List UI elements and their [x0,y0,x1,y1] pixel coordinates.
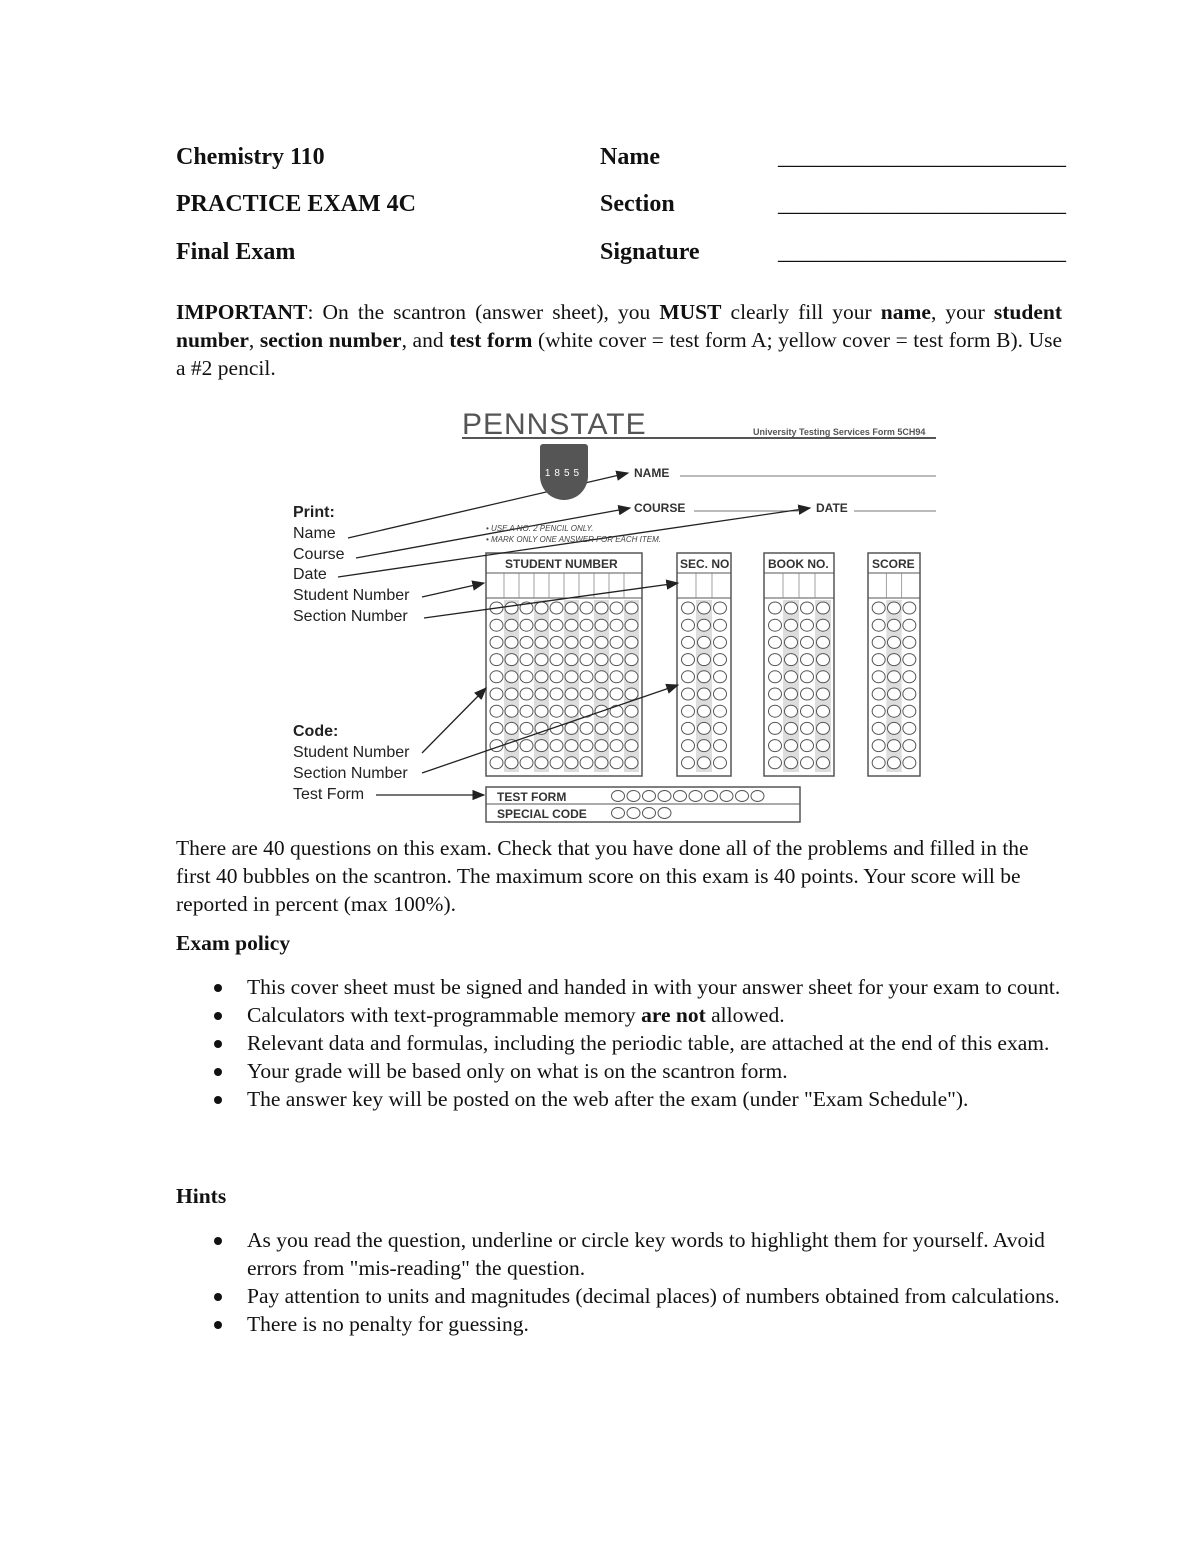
important-text: (white cover = test form A; yellow cover = test form B). Use a #2 pencil. [176,328,1063,380]
note-pencil: • USE A NO. 2 PENCIL ONLY. [486,524,594,533]
book-number-grid [764,553,834,776]
answer-bubble [610,722,623,734]
answer-bubble [785,722,798,734]
answer-bubble [505,705,518,717]
answer-bubble [785,636,798,648]
answer-bubble [520,619,533,631]
answer-bubble [505,602,518,614]
answer-bubble [714,602,727,614]
answer-bubble [698,757,711,769]
answer-bubble [610,757,623,769]
exam-title: PRACTICE EXAM 4C [176,191,416,217]
answer-bubble [505,671,518,683]
answer-bubble [520,740,533,752]
answer-bubble [550,602,563,614]
answer-bubble [490,619,503,631]
answer-bubble [888,654,901,666]
answer-bubble [625,636,638,648]
answer-bubble [888,722,901,734]
answer-bubble [682,654,695,666]
name-label: Name [600,144,660,170]
print-item-course: Course [293,546,345,563]
hint-item [176,1282,1066,1310]
answer-bubble [550,671,563,683]
answer-bubble [888,757,901,769]
important-student-number: student number [176,300,1062,352]
answer-bubble [714,671,727,683]
hint-item [176,1310,1066,1338]
answer-bubble [872,740,885,752]
answer-bubble [565,636,578,648]
field-name-label: NAME [634,466,670,480]
answer-bubble [903,740,916,752]
answer-bubble [535,602,548,614]
answer-bubble [682,636,695,648]
answer-bubble [817,671,830,683]
important-label: IMPORTANT [176,300,308,324]
student-number-box-label: STUDENT NUMBER [505,557,618,571]
policy-item [176,1001,1066,1029]
exam-type: Final Exam [176,239,296,265]
policy-item-text: Calculators with text-programmable memory [247,1003,642,1027]
code-item-section-number: Section Number [293,765,408,782]
answer-bubble [610,688,623,700]
answer-bubble [872,602,885,614]
bullet-icon [214,1040,222,1048]
header-row-3 [176,239,1096,273]
answer-bubble [505,654,518,666]
score-grid [868,553,920,776]
answer-bubble [888,619,901,631]
answer-bubble [698,688,711,700]
answer-bubble [903,654,916,666]
answer-bubble [490,722,503,734]
answer-bubble [903,722,916,734]
answer-bubble [682,705,695,717]
bullet-icon [214,1012,222,1020]
answer-bubble [801,636,814,648]
policy-item-text: Relevant data and formulas, including the periodic table, are attached at the end of this exam. [247,1031,1050,1055]
answer-bubble [785,757,798,769]
answer-bubble [903,705,916,717]
answer-bubble [580,740,593,752]
book-no-box-label: BOOK NO. [768,557,829,571]
answer-bubble [872,619,885,631]
answer-bubble [769,705,782,717]
field-course-label: COURSE [634,501,686,515]
answer-bubble [817,602,830,614]
answer-bubble [595,671,608,683]
answer-bubble [785,671,798,683]
answer-bubble [490,654,503,666]
answer-bubble [595,602,608,614]
answer-bubble [535,740,548,752]
answer-bubble [520,722,533,734]
answer-bubble [520,671,533,683]
form-title: University Testing Services Form 5CH94 [753,427,926,437]
answer-bubble [888,740,901,752]
answer-bubble [888,688,901,700]
arrow-code-student [422,688,486,753]
answer-bubble [595,654,608,666]
test-form-bubble [689,791,702,802]
answer-bubble [505,757,518,769]
answer-bubble [535,705,548,717]
answer-bubble [610,740,623,752]
answer-bubble [682,688,695,700]
code-heading: Code: [293,723,339,740]
answer-bubble [698,602,711,614]
answer-bubble [535,688,548,700]
test-form-bubble [720,791,733,802]
answer-bubble [520,688,533,700]
bullet-icon [214,1237,222,1245]
policy-item-text: allowed. [705,1003,785,1027]
answer-bubble [565,740,578,752]
answer-bubble [610,671,623,683]
answer-bubble [580,619,593,631]
answer-bubble [535,671,548,683]
test-form-bubble [612,791,625,802]
answer-bubble [872,757,885,769]
answer-bubble [595,722,608,734]
special-code-bubble [643,808,656,819]
answer-bubble [505,740,518,752]
answer-bubble [903,602,916,614]
print-heading: Print: [293,504,335,521]
answer-bubble [505,619,518,631]
answer-bubble [801,688,814,700]
answer-bubble [490,688,503,700]
answer-bubble [903,619,916,631]
signature-label: Signature [600,239,700,265]
policy-item-bold: are not [641,1003,706,1027]
answer-bubble [888,602,901,614]
answer-bubble [801,757,814,769]
seal-year: 1855 [544,468,584,479]
answer-bubble [625,602,638,614]
important-must: MUST [659,300,722,324]
test-form-bubble [736,791,749,802]
answer-bubble [698,619,711,631]
test-form-bubble [627,791,640,802]
answer-bubble [682,619,695,631]
answer-bubble [610,602,623,614]
answer-bubble [565,619,578,631]
answer-bubble [625,705,638,717]
answer-bubble [682,757,695,769]
code-item-test-form: Test Form [293,786,365,803]
print-item-student-number: Student Number [293,587,410,604]
bullet-icon [214,1293,222,1301]
section-number-grid [677,553,731,776]
answer-bubble [769,722,782,734]
answer-bubble [550,688,563,700]
answer-bubble [580,654,593,666]
answer-bubble [903,688,916,700]
answer-bubble [698,722,711,734]
answer-bubble [872,654,885,666]
answer-bubble [550,619,563,631]
section-blank[interactable]: ________________________ [778,191,1066,217]
answer-bubble [565,722,578,734]
answer-bubble [565,602,578,614]
bullet-icon [214,1096,222,1104]
answer-bubble [580,602,593,614]
important-text: : On the scantron (answer sheet), you [307,300,660,324]
answer-bubble [801,602,814,614]
policy-item-text: The answer key will be posted on the web after the exam (under "Exam Schedule"). [247,1087,969,1111]
answer-bubble [698,671,711,683]
answer-bubble [903,671,916,683]
answer-bubble [698,705,711,717]
answer-bubble [580,757,593,769]
answer-bubble [817,619,830,631]
name-blank[interactable]: ________________________ [778,144,1066,170]
answer-bubble [580,636,593,648]
pennstate-logo: PENNSTATE [462,408,647,441]
answer-bubble [769,654,782,666]
answer-bubble [714,654,727,666]
answer-bubble [595,619,608,631]
answer-bubble [565,654,578,666]
policy-item-text: Your grade will be based only on what is on the scantron form. [247,1059,788,1083]
answer-bubble [580,688,593,700]
test-form-bubble [643,791,656,802]
answer-bubble [785,619,798,631]
answer-bubble [550,705,563,717]
answer-bubble [769,636,782,648]
policy-item-text: This cover sheet must be signed and handed in with your answer sheet for your exam to count. [247,975,1061,999]
answer-bubble [625,740,638,752]
answer-bubble [903,636,916,648]
answer-bubble [872,636,885,648]
answer-bubble [565,757,578,769]
test-form-bubble [751,791,764,802]
answer-bubble [535,757,548,769]
hint-item-text: As you read the question, underline or circle key words to highlight them for yourself. Avoid errors from "mis-reading" the question. [247,1228,1045,1280]
answer-bubble [872,671,885,683]
answer-bubble [505,722,518,734]
answer-bubble [565,705,578,717]
answer-bubble [714,722,727,734]
important-text: clearly fill your [721,300,881,324]
answer-bubble [817,705,830,717]
answer-bubble [682,671,695,683]
answer-bubble [535,619,548,631]
answer-bubble [785,705,798,717]
answer-bubble [625,688,638,700]
header-row-2 [176,191,1096,225]
policy-item [176,1029,1066,1057]
print-item-section-number: Section Number [293,608,408,625]
special-code-bubble [627,808,640,819]
answer-bubble [625,722,638,734]
answer-bubble [801,705,814,717]
answer-bubble [610,619,623,631]
score-box-label: SCORE [872,557,915,571]
answer-bubble [682,740,695,752]
answer-bubble [801,654,814,666]
course-title: Chemistry 110 [176,144,325,170]
answer-bubble [565,671,578,683]
exam-policy-list [176,973,1066,1113]
answer-bubble [817,636,830,648]
answer-bubble [785,654,798,666]
field-date-label: DATE [816,501,848,515]
header-row-1 [176,144,1096,178]
policy-item [176,1085,1066,1113]
answer-bubble [817,757,830,769]
answer-bubble [520,654,533,666]
answer-bubble [610,636,623,648]
answer-bubble [714,636,727,648]
hint-item-text: There is no penalty for guessing. [247,1312,529,1336]
intro-paragraph: There are 40 questions on this exam. Check that you have done all of the problems and filled in the first 40 bubbles on the scantron. The maximum score on this exam is 40 points. Your score will be reported in percent (max 100%). [176,836,1029,916]
answer-bubble [888,671,901,683]
answer-bubble [550,636,563,648]
special-code-bubble [658,808,671,819]
answer-bubble [872,705,885,717]
answer-bubble [817,722,830,734]
answer-bubble [801,619,814,631]
answer-bubble [714,619,727,631]
bullet-icon [214,1321,222,1329]
answer-bubble [535,654,548,666]
answer-bubble [769,757,782,769]
bullet-icon [214,984,222,992]
answer-bubble [801,671,814,683]
answer-bubble [817,740,830,752]
answer-bubble [714,757,727,769]
policy-item [176,1057,1066,1085]
answer-bubble [682,722,695,734]
answer-bubble [610,654,623,666]
arrow-student-number [422,583,484,597]
answer-bubble [769,740,782,752]
answer-bubble [595,757,608,769]
arrow-course [356,508,630,558]
section-label: Section [600,191,675,217]
hint-item [176,1226,1066,1282]
important-paragraph [176,298,1062,382]
answer-bubble [490,636,503,648]
answer-bubble [817,688,830,700]
answer-bubble [505,688,518,700]
answer-bubble [714,688,727,700]
answer-bubble [714,740,727,752]
answer-bubble [872,722,885,734]
answer-bubble [682,602,695,614]
answer-bubble [595,636,608,648]
important-text: , [248,328,260,352]
test-form-label: TEST FORM [497,790,567,804]
hints-heading: Hints [176,1184,227,1208]
answer-bubble [769,688,782,700]
answer-bubble [888,636,901,648]
answer-bubble [610,705,623,717]
sec-no-box-label: SEC. NO [680,557,730,571]
answer-bubble [595,688,608,700]
answer-bubble [625,654,638,666]
print-item-date: Date [293,566,327,583]
answer-bubble [625,619,638,631]
print-item-name: Name [293,525,336,542]
answer-bubble [769,602,782,614]
answer-bubble [872,688,885,700]
answer-bubble [785,602,798,614]
answer-bubble [580,671,593,683]
exam-policy-heading: Exam policy [176,931,291,955]
code-item-student-number: Student Number [293,744,410,761]
important-text: , your [930,300,994,324]
answer-bubble [580,722,593,734]
answer-bubble [565,688,578,700]
answer-bubble [698,654,711,666]
important-name: name [880,300,931,324]
bullet-icon [214,1068,222,1076]
answer-bubble [769,671,782,683]
answer-bubble [888,705,901,717]
answer-bubble [817,654,830,666]
answer-bubble [550,740,563,752]
test-form-bubble [705,791,718,802]
answer-bubble [490,705,503,717]
hint-item-text: Pay attention to units and magnitudes (decimal places) of numbers obtained from calculations. [247,1284,1060,1308]
hints-list [176,1226,1066,1338]
answer-bubble [550,654,563,666]
answer-bubble [505,636,518,648]
scantron-diagram [288,400,948,828]
answer-bubble [769,619,782,631]
answer-bubble [801,740,814,752]
answer-bubble [625,671,638,683]
answer-bubble [490,757,503,769]
answer-bubble [535,636,548,648]
answer-bubble [520,757,533,769]
answer-bubble [785,688,798,700]
answer-bubble [801,722,814,734]
answer-bubble [490,671,503,683]
answer-bubble [698,740,711,752]
answer-bubble [520,636,533,648]
answer-bubble [520,705,533,717]
note-one-answer: • MARK ONLY ONE ANSWER FOR EACH ITEM. [486,535,661,544]
answer-bubble [785,740,798,752]
signature-blank[interactable]: ________________________ [778,239,1066,265]
test-form-bubble [674,791,687,802]
answer-bubble [714,705,727,717]
important-text: , and [401,328,450,352]
answer-bubble [595,740,608,752]
bubble-boxes [486,553,920,776]
test-form-bubble [658,791,671,802]
important-section-number: section number [259,328,402,352]
answer-bubble [625,757,638,769]
answer-bubble [903,757,916,769]
special-code-bubble [612,808,625,819]
important-test-form: test form [449,328,533,352]
answer-bubble [550,757,563,769]
special-code-label: SPECIAL CODE [497,807,587,821]
policy-item [176,973,1066,1001]
answer-bubble [698,636,711,648]
